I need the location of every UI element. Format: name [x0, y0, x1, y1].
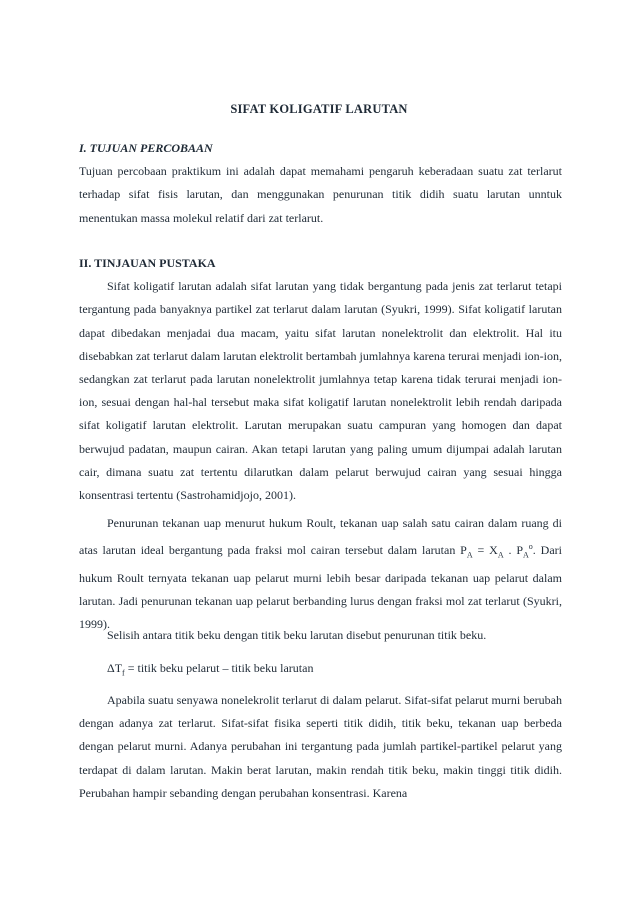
paragraph-penurunan-tekanan-uap: Penurunan tekanan uap menurut hukum Roult, tekanan uap salah satu cairan dalam ruang di atas larutan ideal bergantung pada fraksi mol cairan tersebut dalam larutan $P_A = X_A$ . $P_A^o$. Dari hukum Roult ternyata tekanan uap pelarut murni lebih besar daripada tekanan uap pelarut dalam larutan. Jadi penurunan tekanan uap pelarut berbanding lurus dengan fraksi mol zat terlarut (Syukri, 1999).: [79, 516, 562, 632]
section-nonelektrolit: [79, 689, 562, 805]
formula-block: [79, 657, 562, 685]
document-title: SIFAT KOLIGATIF LARUTAN: [230, 102, 408, 116]
paragraph-selisih-titik-beku: Selisih antara titik beku dengan titik beku larutan disebut penurunan titik beku.: [107, 628, 487, 642]
paragraph-nonelektrolit: Apabila suatu senyawa nonelekrolit terlarut di dalam pelarut. Sifat-sifat pelarut murni berubah dengan adanya zat terlarut. Sifat-sifat fisika seperti titik didih, titik beku, tekanan uap berbeda dengan pelarut murni. Adanya perubahan ini tergantung pada jumlah partikel-partikel pelarut yang terdapat di dalam larutan. Makin berat larutan, makin rendah titik beku, makin tinggi titik didih. Perubahan hampir sebanding dengan perubahan konsentrasi. Karena: [79, 693, 562, 800]
section-tujuan: [79, 137, 562, 230]
section-tinjauan: [79, 252, 562, 507]
paragraph-sifat-koligatif: Sifat koligatif larutan adalah sifat larutan yang tidak bergantung pada jenis zat terlarut tetapi tergantung pada banyaknya partikel zat terlarut dalam larutan (Syukri, 1999). Sifat koligatif larutan dapat dibedakan menjadai dua macam, yaitu sifat larutan nonelektrolit dan elektrolit. Hal itu disebabkan zat terlarut dalam larutan elektrolit bertambah jumlahnya karena terurai menjadi ion-ion, sedangkan zat terlarut pada larutan nonelektrolit jumlahnya tetap karena tidak terurai menjadi ion-ion, sesuai dengan hal-hal tersebut maka sifat koligatif larutan nonelektrolit lebih rendah daripada sifat koligatif larutan elektrolit. Larutan merupakan suatu campuran yang homogen dan dapat berwujud padatan, maupun cairan. Akan tetapi larutan yang paling umum dijumpai adalah larutan cair, dimana suatu zat tertentu dilarutkan dalam pelarut berwujud cairan yang sesuai hingga konsentrasi tertentu (Sastrohamidjojo, 2001).: [79, 279, 562, 503]
formula-delta-tf: $\Delta T_f$ = titik beku pelarut – titik beku larutan: [107, 661, 314, 678]
section-heading-tujuan: I. TUJUAN PERCOBAAN: [79, 141, 213, 155]
section-titik-beku: [79, 624, 562, 647]
section-heading-tinjauan: II. TINJAUAN PUSTAKA: [79, 256, 216, 270]
paragraph-tujuan: Tujuan percobaan praktikum ini adalah dapat memahami pengaruh keberadaan suatu zat terlarut terhadap sifat fisis larutan, dan menggunakan penurunan titik didih suatu larutan unntuk menentukan massa molekul relatif dari zat terlarut.: [79, 164, 562, 225]
section-penurunan-tekanan: [79, 512, 562, 636]
